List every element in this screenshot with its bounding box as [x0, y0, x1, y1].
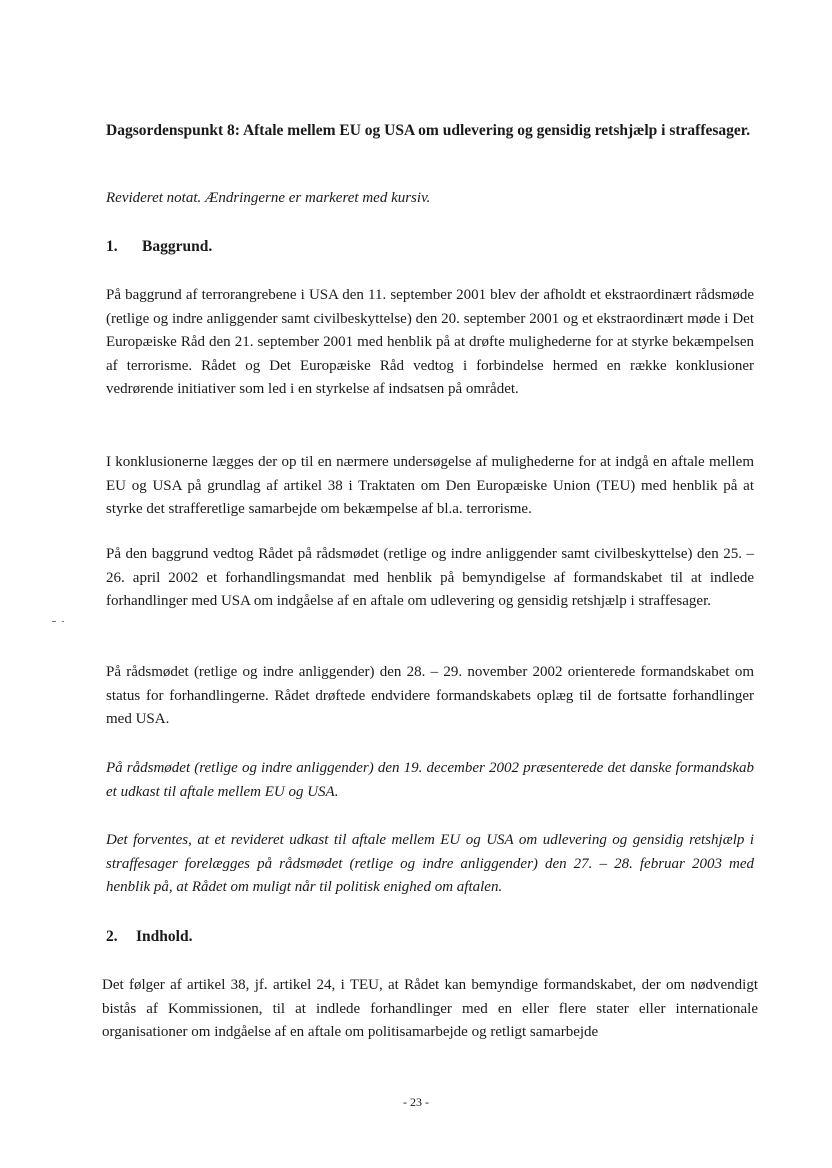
scan-speck — [62, 621, 64, 622]
agenda-item-heading: Dagsordenspunkt 8: Aftale mellem EU og USA om udlevering og gensidig retshjælp i straffesager. — [106, 122, 751, 139]
scan-speck — [52, 621, 56, 622]
section-number: 2. — [106, 928, 118, 945]
section-heading-background — [106, 236, 212, 258]
section-heading-content — [106, 926, 192, 948]
section-title: Baggrund. — [142, 238, 213, 255]
revision-note: Revideret notat. Ændringerne er markeret med kursiv. — [106, 190, 431, 206]
paragraph-background-3: På den baggrund vedtog Rådet på rådsmødet (retlige og indre anliggender samt civilbeskyttelse) den 25. – 26. april 2002 et forhandlingsmandat med henblik på bemyndigelse af formandskabet til at indlede forhandlinger med USA om indgåelse af en aftale om udlevering og gensidig retshjælp i straffesager. — [106, 546, 754, 610]
section-title: Indhold. — [136, 928, 193, 945]
paragraph-background-4: På rådsmødet (retlige og indre anliggender) den 28. – 29. november 2002 orienterede formandskabet om status for forhandlingerne. Rådet drøftede endvidere formandskabets oplæg til de fortsatte forhandlinger med USA. — [106, 664, 754, 728]
paragraph-background-6-revised: Det forventes, at et revideret udkast til aftale mellem EU og USA om udlevering og gensidig retshjælp i straffesager forelægges på rådsmødet (retlige og indre anliggender) den 27. – 28. februar 2003 med henblik på, at Rådet om muligt når til politisk enighed om aftalen. — [106, 832, 754, 896]
paragraph-background-2: I konklusionerne lægges der op til en nærmere undersøgelse af mulighederne for at indgå en aftale mellem EU og USA på grundlag af artikel 38 i Traktaten om Den Europæiske Union (TEU) med henblik på at styrke det strafferetlige samarbejde om bekæmpelse af bl.a. terrorisme. — [106, 454, 754, 518]
paragraph-background-1: På baggrund af terrorangrebene i USA den 11. september 2001 blev der afholdt et ekstraordinært rådsmøde (retlige og indre anliggender samt civilbeskyttelse) den 20. september 2001 og et ekstraordinært møde i Det Europæiske Råd den 21. september 2001 med henblik på at drøfte mulighederne for at styrke bekæmpelsen af terrorisme. Rådet og Det Europæiske Råd vedtog i forbindelse hermed en række konklusioner vedrørende initiativer som led i en styrkelse af indsatsen på området. — [106, 287, 754, 398]
paragraph-content-1: Det følger af artikel 38, jf. artikel 24, i TEU, at Rådet kan bemyndige formandskabet, der om nødvendigt bistås af Kommissionen, til at indlede forhandlinger med en eller flere stater eller internationale organisationer om indgåelse af en aftale om politisamarbejde og retligt samarbejde — [102, 977, 758, 1041]
section-number: 1. — [106, 238, 118, 255]
paragraph-background-5-revised: På rådsmødet (retlige og indre anliggender) den 19. december 2002 præsenterede det danske formandskab et udkast til aftale mellem EU og USA. — [106, 760, 754, 800]
page-number: - 23 - — [403, 1095, 429, 1109]
